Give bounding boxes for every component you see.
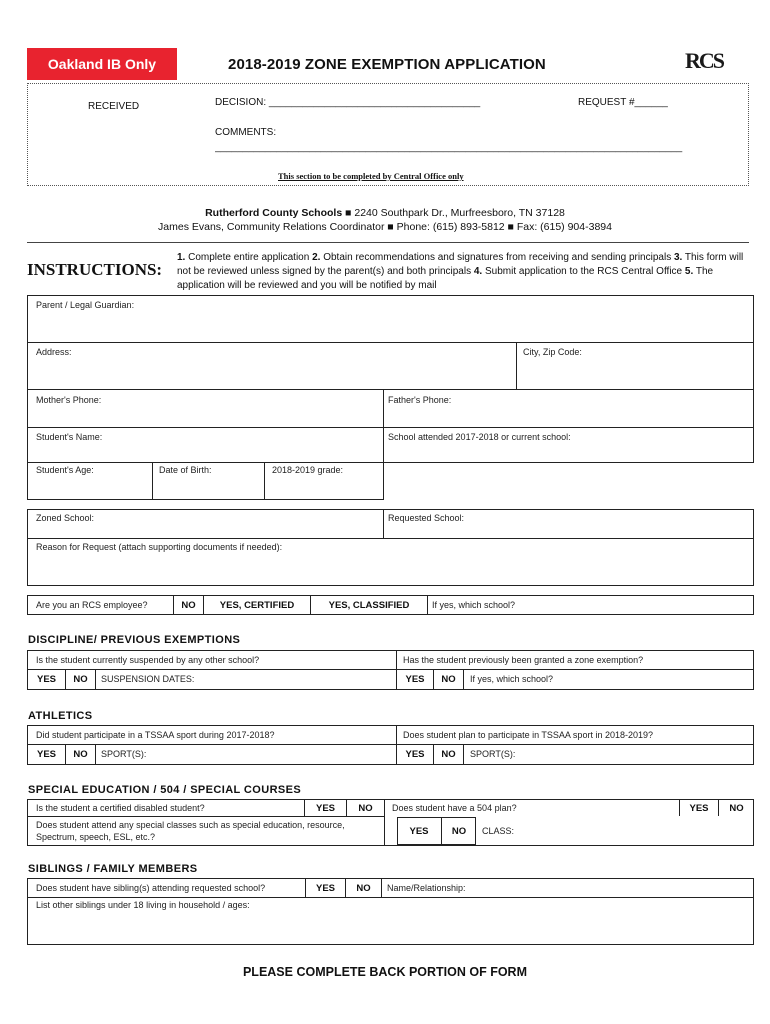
suspended-question: Is the student currently suspended by any other school? — [36, 655, 260, 665]
parent-guardian-field[interactable] — [27, 295, 754, 343]
employee-which-school-field[interactable]: If yes, which school? — [432, 600, 516, 610]
back-portion-note: PLEASE COMPLETE BACK PORTION OF FORM — [242, 965, 528, 979]
step-3-number: 3. — [673, 252, 683, 263]
tssaa-plan-question: Does student plan to participate in TSSAA sport in 2018-2019? — [403, 730, 653, 740]
rcs-employee-label: Are you an RCS employee? — [36, 600, 148, 610]
parent-guardian-label: Parent / Legal Guardian: — [36, 300, 135, 310]
office-only-note: This section to be completed by Central Office only — [278, 171, 464, 181]
step-4-number: 4. — [473, 266, 483, 277]
requested-school-label: Requested School: — [388, 513, 465, 523]
exemption-yes-option[interactable]: YES — [396, 670, 433, 689]
disabled-question: Is the student a certified disabled student? — [36, 803, 205, 813]
special-classes-question: Does student attend any special classes such as special education, resource, Spectrum, speech, ESL, etc.? — [36, 820, 345, 842]
separator — [384, 800, 385, 845]
student-name-label: Student's Name: — [36, 432, 103, 442]
special-ed-heading: SPECIAL EDUCATION / 504 / SPECIAL COURSES — [28, 784, 302, 796]
coordinator: James Evans, Community Relations Coordinator — [158, 221, 385, 233]
oakland-ib-badge: Oakland IB Only — [27, 48, 177, 80]
step-3: This form will not be reviewed unless signed by the parent(s) and both principals — [177, 252, 744, 277]
central-office-box — [27, 83, 749, 186]
decision-field[interactable]: DECISION: ______________________________________ — [215, 97, 481, 108]
contact-line-1 — [0, 207, 770, 219]
separator — [381, 879, 382, 897]
siblings-heading: SIBLINGS / FAMILY MEMBERS — [28, 863, 198, 875]
other-siblings-field[interactable]: List other siblings under 18 living in household / ages: — [36, 900, 250, 910]
comments-line[interactable]: ____________________________________________________________________________________ — [215, 142, 683, 153]
suspended-no-option[interactable]: NO — [65, 670, 95, 689]
step-1-number: 1. — [177, 252, 186, 263]
tssaa-plan-no-option[interactable]: NO — [433, 745, 463, 764]
discipline-heading: DISCIPLINE/ PREVIOUS EXEMPTIONS — [28, 634, 241, 646]
fax: Fax: (615) 904-3894 — [516, 221, 612, 233]
employee-no-option[interactable]: NO — [173, 596, 203, 614]
disabled-yes-option[interactable]: YES — [304, 800, 346, 816]
exemption-which-school-field[interactable]: If yes, which school? — [470, 674, 554, 684]
special-classes-yes-option[interactable]: YES — [409, 825, 429, 837]
tssaa-past-question: Did student participate in a TSSAA sport during 2017-2018? — [36, 730, 275, 740]
past-sports-field[interactable]: SPORT(S): — [101, 749, 147, 759]
comments-label: COMMENTS: — [215, 127, 277, 138]
tssaa-past-no-option[interactable]: NO — [65, 745, 95, 764]
step-2: Obtain recommendations and signatures from receiving and sending principals — [323, 252, 672, 263]
plan-504-yes-option[interactable]: YES — [679, 800, 718, 816]
phone: Phone: (615) 893-5812 — [396, 221, 505, 233]
disabled-no-option[interactable]: NO — [346, 800, 384, 816]
sibling-no-option[interactable]: NO — [345, 879, 381, 897]
special-classes-no-option[interactable]: NO — [441, 818, 476, 844]
step-1: Complete entire application — [188, 252, 310, 263]
planned-sports-field[interactable]: SPORT(S): — [470, 749, 516, 759]
step-4: Submit application to the RCS Central Office — [484, 266, 683, 277]
divider — [27, 242, 749, 243]
separator — [463, 670, 464, 689]
suspension-dates-field[interactable]: SUSPENSION DATES: — [101, 674, 195, 684]
separator — [463, 745, 464, 764]
square-bullet-icon: ■ — [507, 221, 517, 233]
instructions-heading: INSTRUCTIONS: — [27, 260, 163, 279]
received-label: RECEIVED — [88, 101, 140, 112]
father-phone-label: Father's Phone: — [388, 395, 452, 405]
plan-504-no-option[interactable]: NO — [718, 800, 754, 816]
separator — [95, 670, 96, 689]
city-zip-label: City, Zip Code: — [523, 347, 582, 357]
contact-line-2 — [0, 221, 770, 233]
org-address: 2240 Southpark Dr., Murfreesboro, TN 37128 — [354, 207, 565, 219]
reason-label: Reason for Request (attach supporting documents if needed): — [36, 542, 283, 552]
mother-phone-label: Mother's Phone: — [36, 395, 102, 405]
tssaa-plan-yes-option[interactable]: YES — [396, 745, 433, 764]
tssaa-past-yes-option[interactable]: YES — [36, 749, 56, 760]
grade-label: 2018-2019 grade: — [272, 465, 344, 475]
separator — [427, 596, 428, 614]
address-label: Address: — [36, 347, 72, 357]
request-number-field[interactable]: REQUEST #______ — [578, 97, 668, 108]
prior-exemption-question: Has the student previously been granted a zone exemption? — [403, 655, 644, 665]
sibling-question: Does student have sibling(s) attending requested school? — [36, 883, 266, 893]
name-relationship-field[interactable]: Name/Relationship: — [387, 883, 466, 893]
form-title: 2018-2019 ZONE EXEMPTION APPLICATION — [228, 56, 546, 73]
step-5: The application will be reviewed and you will be notified by mail — [177, 266, 714, 291]
address-field[interactable] — [27, 342, 517, 390]
square-bullet-icon: ■ — [387, 221, 397, 233]
employee-yes-classified-option[interactable]: YES, CLASSIFIED — [310, 596, 427, 614]
sibling-yes-option[interactable]: YES — [305, 879, 345, 897]
athletics-heading: ATHLETICS — [28, 710, 93, 722]
step-2-number: 2. — [312, 252, 321, 263]
org-name: Rutherford County Schools — [205, 207, 343, 219]
school-attended-label: School attended 2017-2018 or current school: — [388, 432, 571, 442]
class-field[interactable]: CLASS: — [482, 826, 515, 836]
employee-yes-certified-option[interactable]: YES, CERTIFIED — [203, 596, 310, 614]
exemption-no-option[interactable]: NO — [433, 670, 463, 689]
separator — [95, 745, 96, 764]
zoned-school-label: Zoned School: — [36, 513, 95, 523]
suspended-yes-option[interactable]: YES — [36, 674, 56, 685]
dob-label: Date of Birth: — [159, 465, 212, 475]
step-5-number: 5. — [684, 266, 694, 277]
plan-504-question: Does student have a 504 plan? — [392, 803, 517, 813]
instructions-text — [177, 251, 747, 293]
student-age-label: Student's Age: — [36, 465, 94, 475]
rcs-logo: RCS — [685, 48, 724, 73]
square-bullet-icon: ■ — [345, 207, 355, 219]
